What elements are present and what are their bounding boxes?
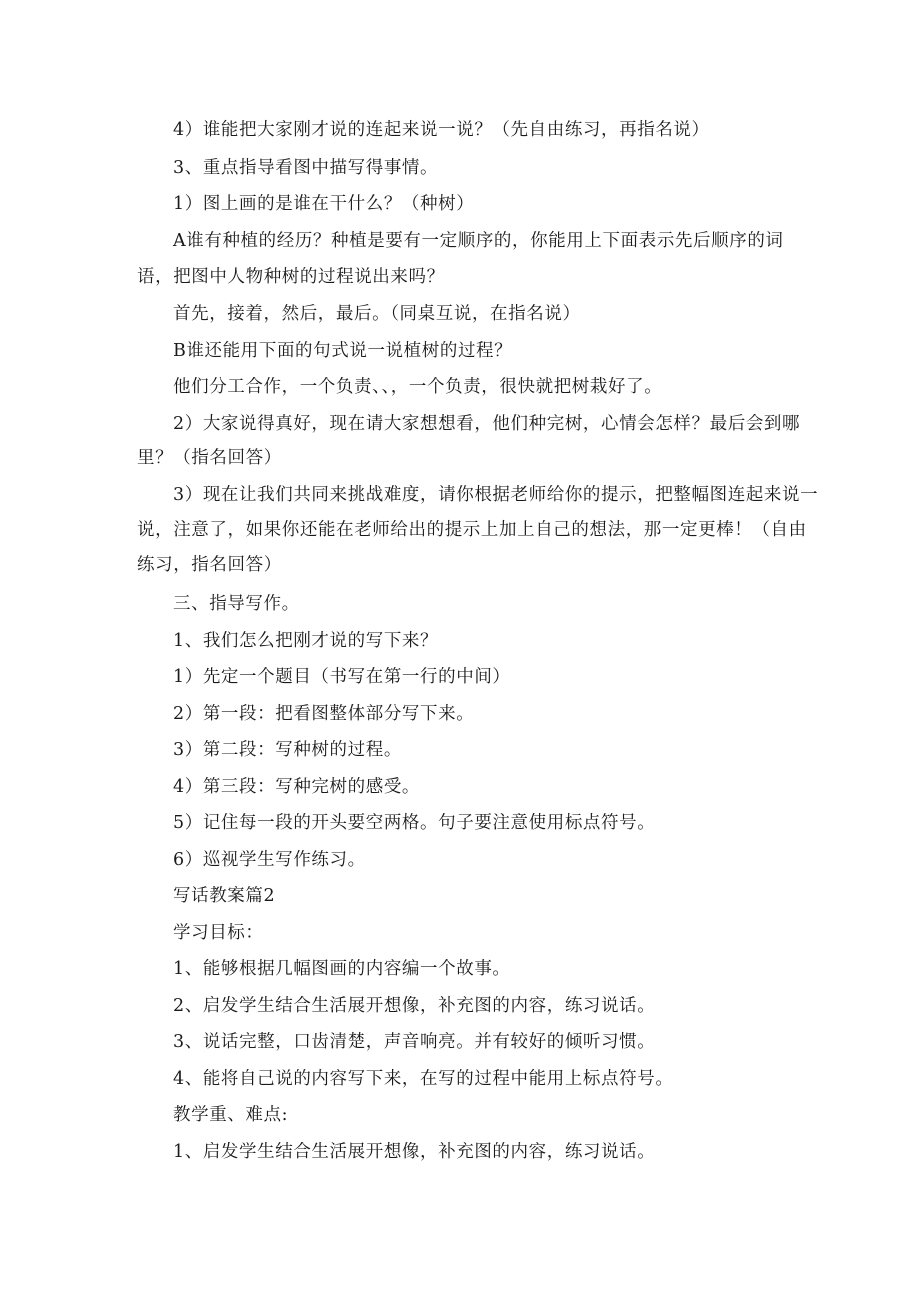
- paragraph-line: 1、能够根据几幅图画的内容编一个故事。: [173, 959, 511, 979]
- paragraph-line: 说，注意了，如果你还能在老师给出的提示上加上自己的想法，那一定更棒！（自由: [137, 520, 807, 540]
- paragraph-line: 3、说话完整，口齿清楚，声音响亮。并有较好的倾听习惯。: [173, 1032, 656, 1052]
- paragraph-line: 4）谁能把大家刚才说的连起来说一说？（先自由练习，再指名说）: [173, 120, 710, 140]
- paragraph-line: 首先，接着，然后，最后。（同桌互说，在指名说）: [173, 304, 581, 324]
- paragraph-line: 1）图上画的是谁在干什么？（种树）: [173, 194, 475, 214]
- paragraph-line: A谁有种植的经历？种植是要有一定顺序的，你能用上下面表示先后顺序的词: [173, 231, 784, 251]
- paragraph-line: 1、我们怎么把刚才说的写下来？: [173, 631, 439, 651]
- paragraph-line: 里？（指名回答）: [137, 448, 282, 468]
- paragraph-line: 3）第二段：写种树的过程。: [173, 740, 402, 760]
- section-heading: 学习目标：: [173, 923, 264, 943]
- section-heading: 教学重、难点:: [173, 1105, 289, 1125]
- paragraph-line: 2）第一段：把看图整体部分写下来。: [173, 704, 475, 724]
- paragraph-line: 3、重点指导看图中描写得事情。: [173, 158, 439, 178]
- paragraph-line: 2）大家说得真好，现在请大家想想看，他们种完树，心情会怎样？最后会到哪: [173, 414, 801, 434]
- paragraph-line: 1、启发学生结合生活展开想像，补充图的内容，练习说话。: [173, 1142, 656, 1162]
- paragraph-line: 1）先定一个题目（书写在第一行的中间）: [173, 667, 511, 687]
- section-heading: 写话教案篇2: [173, 886, 276, 906]
- paragraph-line: 语，把图中人物种树的过程说出来吗？: [137, 267, 445, 287]
- paragraph-line: 4、能将自己说的内容写下来，在写的过程中能用上标点符号。: [173, 1069, 674, 1089]
- paragraph-line: 5）记住每一段的开头要空两格。句子要注意使用标点符号。: [173, 813, 656, 833]
- paragraph-line: 3）现在让我们共同来挑战难度，请你根据老师给你的提示，把整幅图连起来说一: [173, 485, 819, 505]
- paragraph-line: 练习，指名回答）: [137, 555, 282, 575]
- paragraph-line: 2、启发学生结合生活展开想像，补充图的内容，练习说话。: [173, 996, 656, 1016]
- paragraph-line: 他们分工合作，一个负责、、，一个负责，很快就把树栽好了。: [173, 377, 663, 397]
- section-heading: 三、指导写作。: [173, 594, 300, 614]
- paragraph-line: 4）第三段：写种完树的感受。: [173, 777, 421, 797]
- paragraph-line: 6）巡视学生写作练习。: [173, 850, 366, 870]
- paragraph-line: B谁还能用下面的句式说一说植树的过程？: [173, 341, 513, 361]
